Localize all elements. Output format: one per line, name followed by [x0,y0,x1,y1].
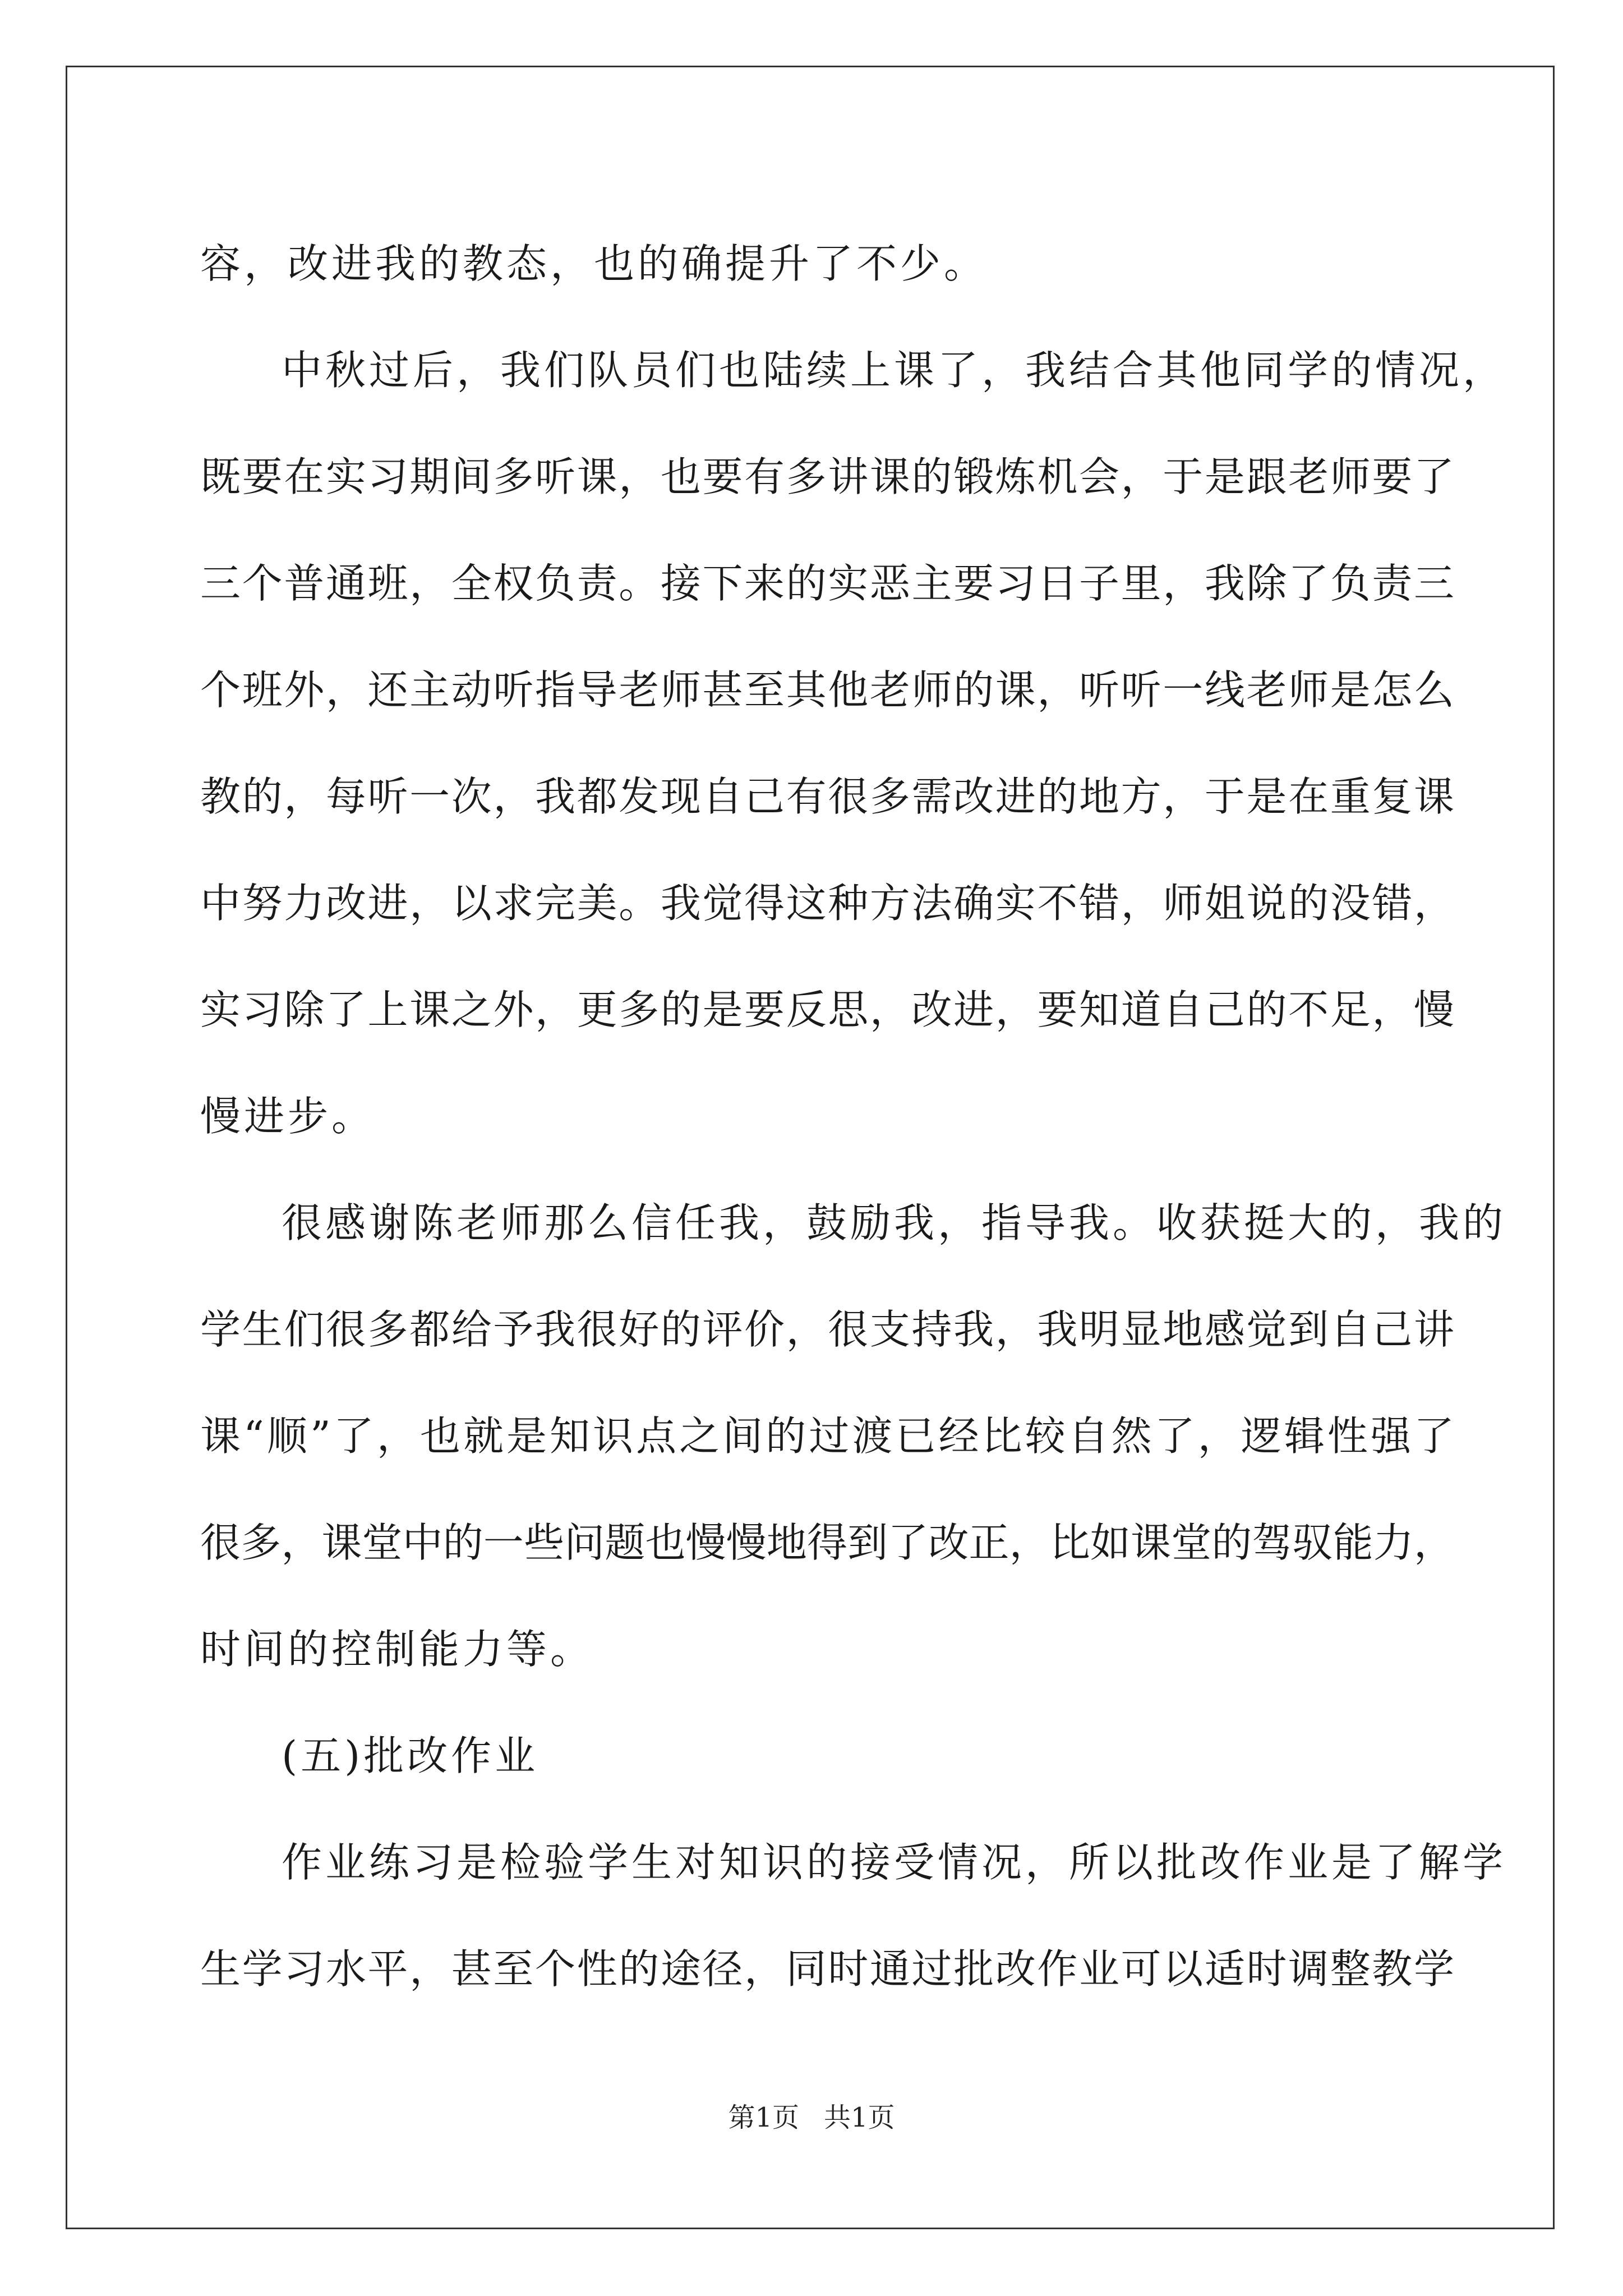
text-line: 学生们很多都给予我很好的评价，很支持我，我明显地感觉到自己讲 [200,1306,1454,1353]
text-line: 教的，每听一次，我都发现自己有很多需改进的地方，于是在重复课 [200,773,1454,820]
text-line: 时间的控制能力等。 [200,1626,594,1673]
page-number-total: 共1页 [824,2102,895,2133]
page-number-current: 第1页 [728,2102,799,2133]
text-line: 个班外，还主动听指导老师甚至其他老师的课，听听一线老师是怎么 [200,666,1454,714]
text-line: 很感谢陈老师那么信任我，鼓励我，指导我。收获挺大的，我的 [282,1199,1507,1246]
text-line: 容，改进我的教态，也的确提升了不少。 [200,240,988,287]
text-line: 既要在实习期间多听课，也要有多讲课的锻炼机会，于是跟老师要了 [200,453,1454,500]
text-line: 很多，课堂中的一些问题也慢慢地得到了改正，比如课堂的驾驭能力， [200,1519,1454,1566]
text-line: 实习除了上课之外，更多的是要反思，改进，要知道自己的不足，慢 [200,986,1454,1033]
text-line: 慢进步。 [200,1093,376,1140]
text-line: 中秋过后，我们队员们也陆续上课了，我结合其他同学的情况， [282,347,1507,394]
page-footer [0,2101,1623,2134]
text-line: 生学习水平，甚至个性的途径，同时通过批改作业可以适时调整教学 [200,1945,1454,1993]
text-line: 作业练习是检验学生对知识的接受情况，所以批改作业是了解学 [282,1839,1507,1886]
text-line: 三个普通班，全权负责。接下来的实恶主要习日子里，我除了负责三 [200,560,1454,607]
document-body [200,210,1507,2022]
text-line: 课“顺”了，也就是知识点之间的过渡已经比较自然了，逻辑性强了 [200,1412,1454,1460]
text-line: 中努力改进，以求完美。我觉得这种方法确实不错，师姐说的没错， [200,880,1454,927]
section-heading: (五)批改作业 [282,1732,539,1779]
